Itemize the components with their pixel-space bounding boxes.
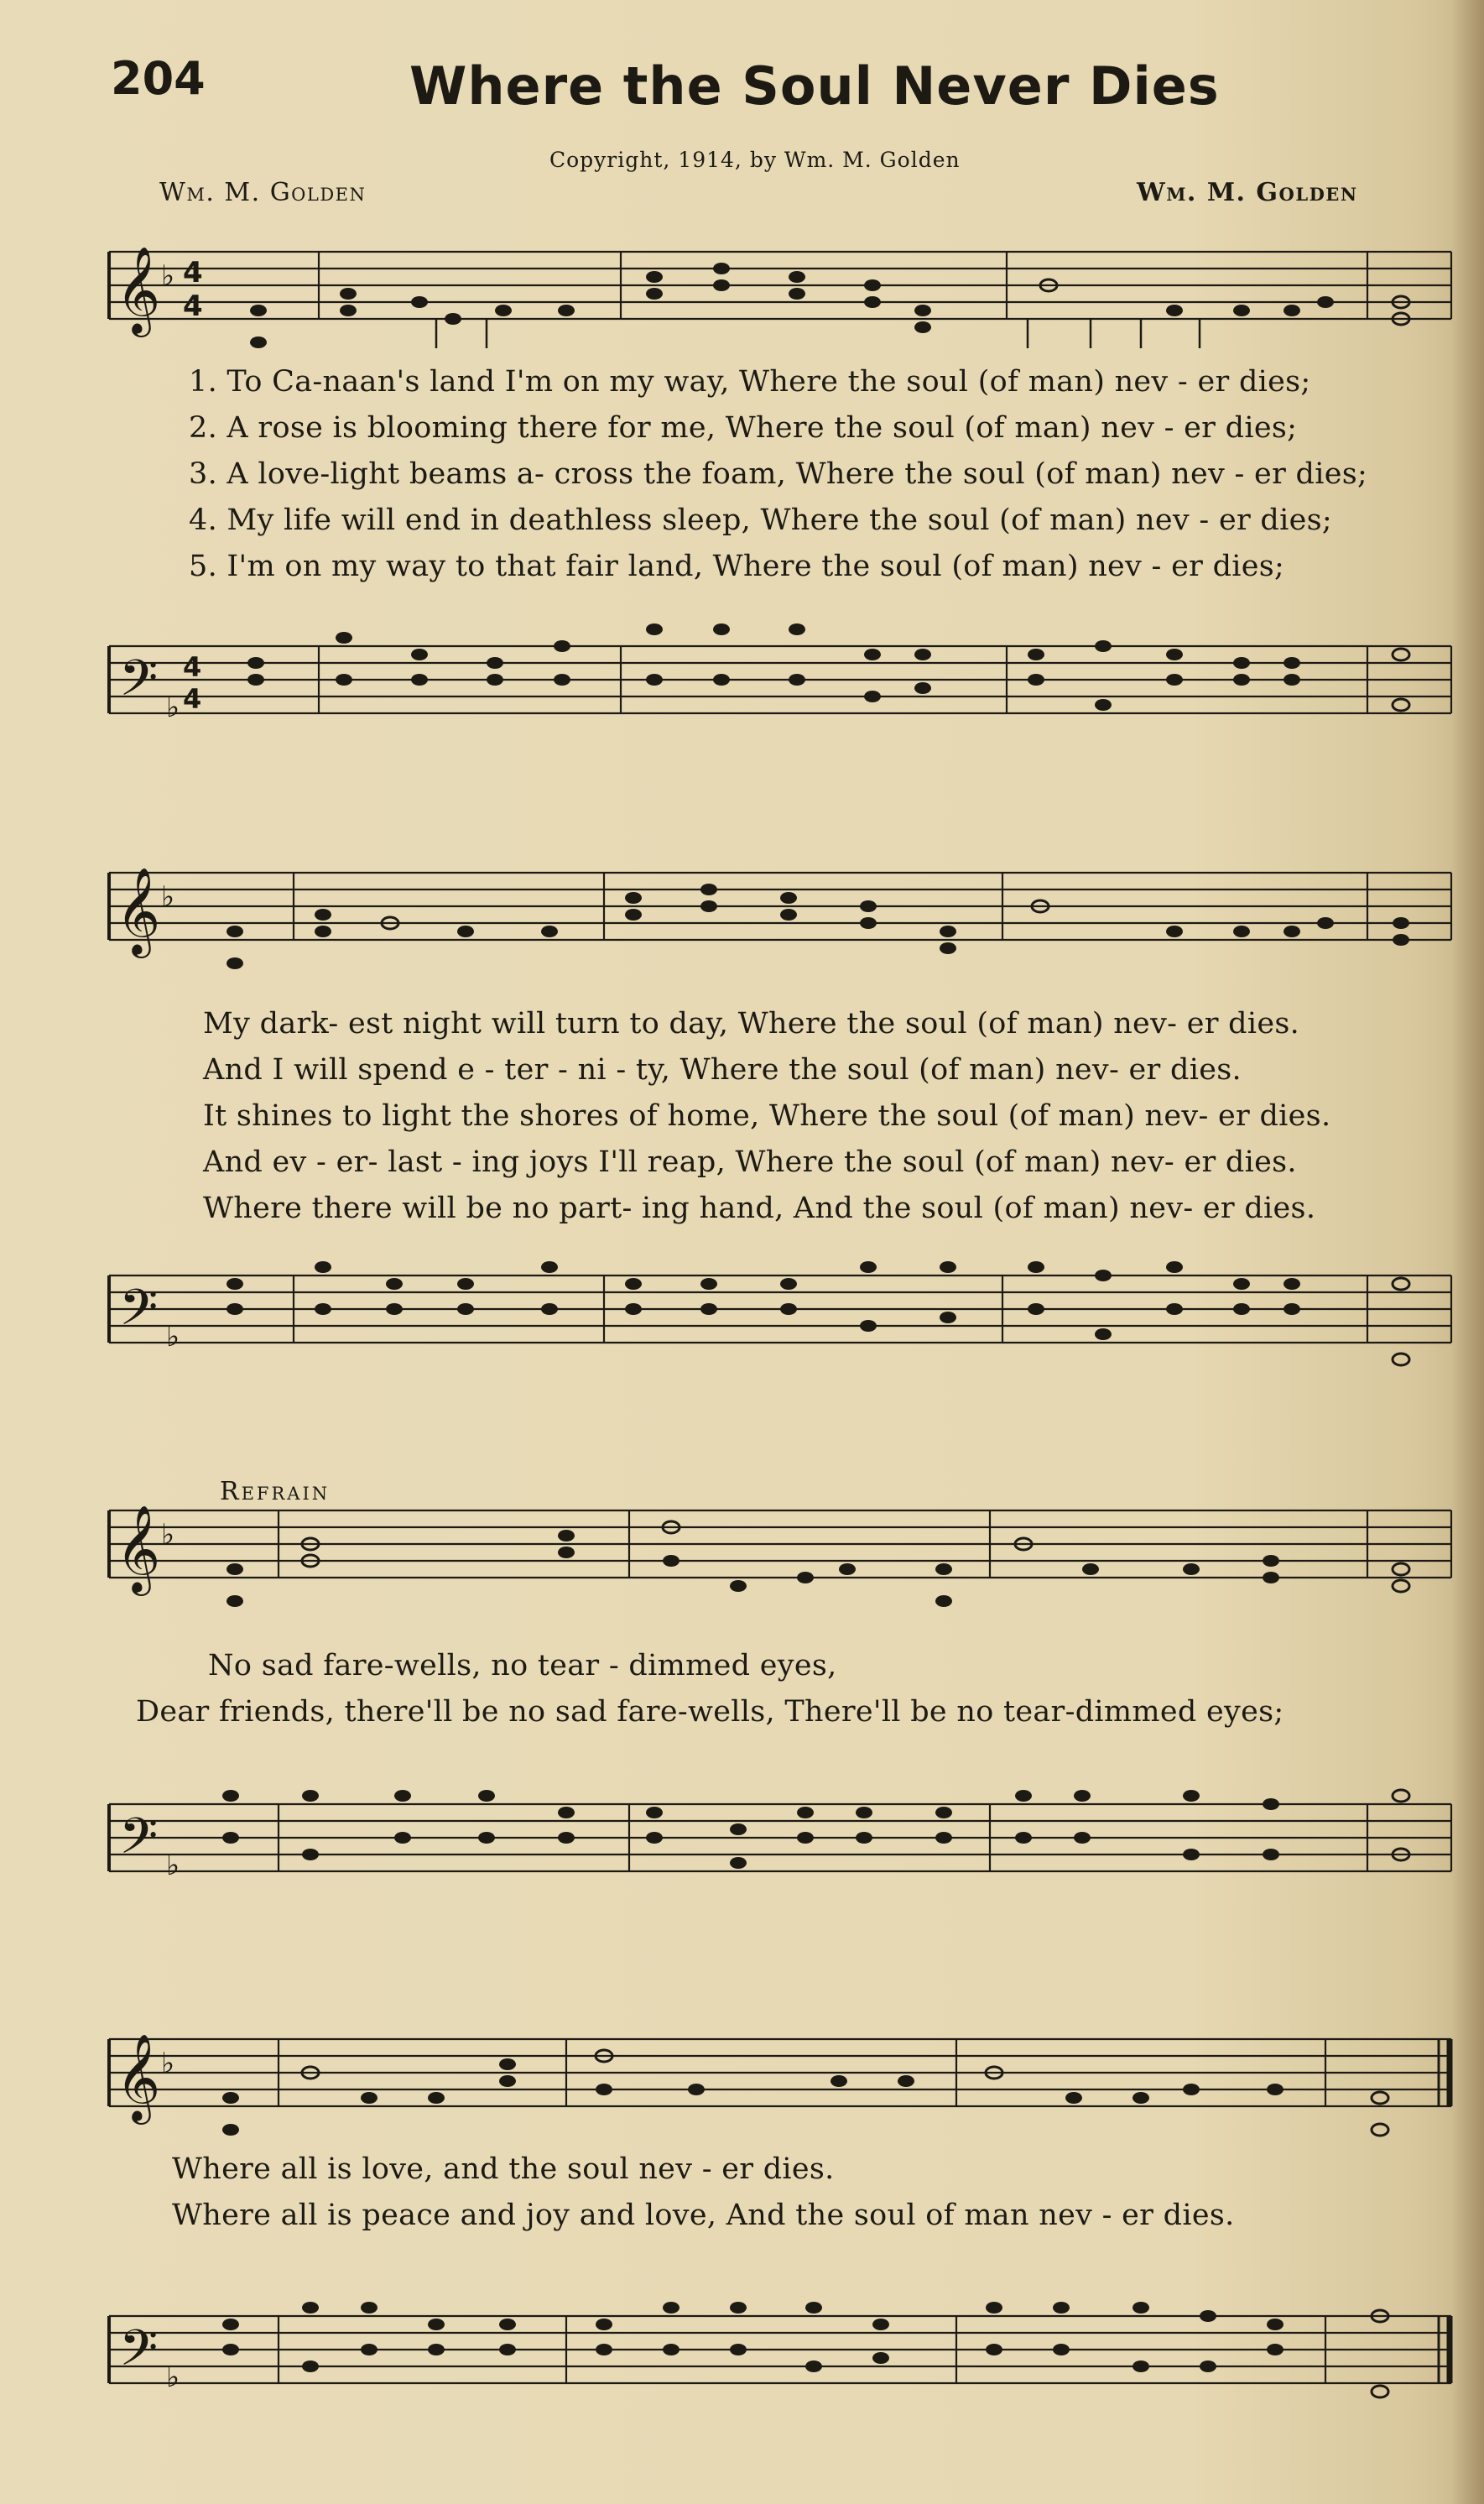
svg-text:𝄞: 𝄞 <box>116 2033 161 2121</box>
music-system-4 <box>84 2006 1460 2475</box>
copyright-notice: Copyright, 1914, by Wm. M. Golden <box>549 148 961 172</box>
verse-lyric-5-1: 5. I'm on my way to that fair land, Where the soul (of man) nev - er dies; <box>189 550 1285 583</box>
svg-text:♭: ♭ <box>161 1518 175 1552</box>
verse-lyric-1-2: My dark- est night will turn to day, Where the soul (of man) nev- er dies. <box>203 1007 1300 1041</box>
verse-lyric-4-2: And ev - er- last - ing joys I'll reap, Where the soul (of man) nev- er dies. <box>203 1145 1297 1179</box>
verse-lyric-2-1: 2. A rose is blooming there for me, Where the soul (of man) nev - er dies; <box>189 411 1298 445</box>
treble-staff-1 <box>84 235 1460 361</box>
refrain-lyric-1-2: Where all is love, and the soul nev - er dies. <box>172 2152 835 2186</box>
bass-staff-3 <box>84 1771 1460 1905</box>
svg-text:4: 4 <box>183 683 202 715</box>
treble-staff-4 <box>84 2022 1460 2148</box>
svg-text:♭: ♭ <box>161 880 175 914</box>
svg-text:4: 4 <box>183 290 203 323</box>
refrain-lyric-2-1: Dear friends, there'll be no sad fare-wells, There'll be no tear-dimmed eyes; <box>136 1695 1284 1729</box>
svg-text:𝄢: 𝄢 <box>119 1278 159 1349</box>
lyricist-credit: Wm. M. Golden <box>159 178 367 207</box>
verse-lyric-1-1: 1. To Ca-naan's land I'm on my way, Where the soul (of man) nev - er dies; <box>189 365 1311 399</box>
svg-text:♭: ♭ <box>166 1849 180 1882</box>
svg-text:♭: ♭ <box>166 1320 180 1354</box>
hymn-title: Where the Soul Never Dies <box>409 55 1220 117</box>
svg-text:𝄞: 𝄞 <box>116 1505 161 1593</box>
verse-lyric-2-2: And I will spend e - ter - ni - ty, Where the soul (of man) nev- er dies. <box>203 1053 1242 1087</box>
bass-staff-4 <box>84 2282 1460 2417</box>
svg-text:𝄞: 𝄞 <box>116 867 161 955</box>
svg-text:𝄢: 𝄢 <box>119 2319 159 2389</box>
bass-staff-1 <box>84 613 1460 747</box>
svg-text:𝄞: 𝄞 <box>116 246 161 334</box>
music-system-1 <box>84 218 1460 747</box>
composer-credit: Wm. M. Golden <box>1137 178 1358 207</box>
refrain-label: Refrain <box>220 1477 331 1506</box>
refrain-lyric-1-1: No sad fare-wells, no tear - dimmed eyes, <box>208 1649 837 1682</box>
svg-text:♭: ♭ <box>166 2361 180 2394</box>
svg-text:♭: ♭ <box>166 691 180 724</box>
music-system-2 <box>84 839 1460 1368</box>
treble-staff-2 <box>84 856 1460 982</box>
verse-lyric-3-1: 3. A love-light beams a- cross the foam, Where the soul (of man) nev - er dies; <box>189 457 1368 491</box>
verse-lyric-5-2: Where there will be no part- ing hand, And the soul (of man) nev- er dies. <box>203 1192 1316 1225</box>
music-system-3 <box>84 1494 1460 1930</box>
svg-text:𝄢: 𝄢 <box>119 1807 159 1877</box>
svg-text:𝄢: 𝄢 <box>119 649 159 719</box>
treble-staff-3 <box>84 1494 1460 1620</box>
svg-text:♭: ♭ <box>161 2047 175 2080</box>
refrain-lyric-2-2: Where all is peace and joy and love, And the soul of man nev - er dies. <box>172 2199 1235 2232</box>
verse-lyric-4-1: 4. My life will end in deathless sleep, Where the soul (of man) nev - er dies; <box>189 503 1332 537</box>
svg-text:4: 4 <box>183 651 202 683</box>
svg-text:4: 4 <box>183 256 203 290</box>
verse-lyric-3-2: It shines to light the shores of home, Where the soul (of man) nev- er dies. <box>203 1099 1331 1133</box>
bass-staff-2 <box>84 1242 1460 1376</box>
page-number: 204 <box>111 52 206 105</box>
svg-text:♭: ♭ <box>161 259 175 293</box>
